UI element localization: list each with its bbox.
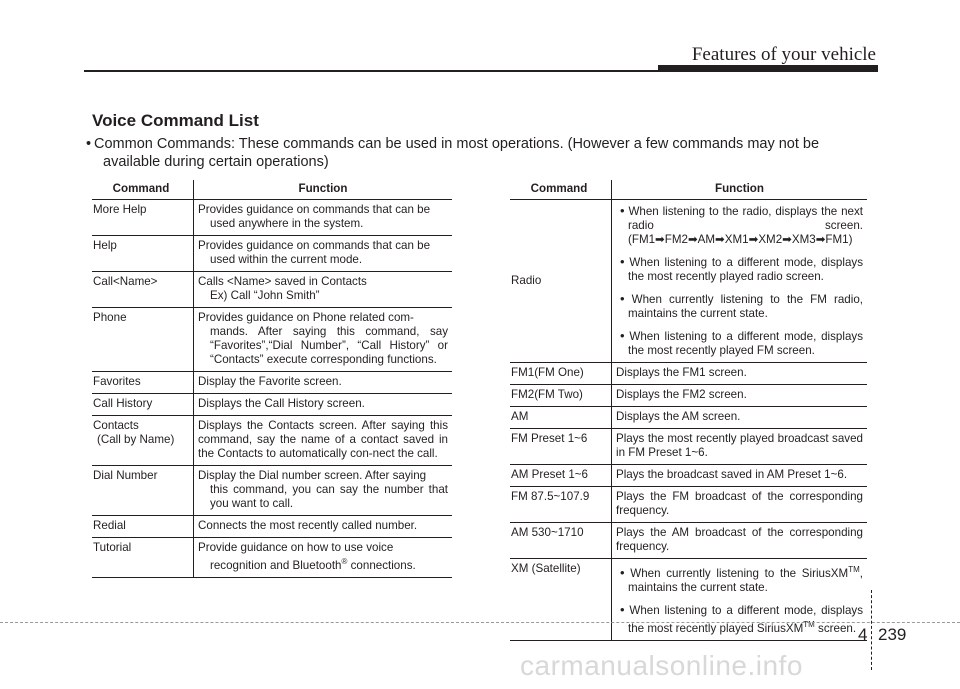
function-cell: Displays the AM screen.: [612, 407, 868, 429]
function-text: Provide guidance on how to use voice: [198, 541, 394, 554]
command-cell: [92, 416, 194, 466]
footer-rule: [0, 622, 960, 623]
bullet-item: [616, 255, 863, 284]
bullet-item: [616, 603, 863, 636]
table-row: [510, 465, 867, 487]
function-text: Display the Dial number screen. After saying: [198, 469, 427, 482]
trademark-mark: TM: [803, 619, 815, 629]
command-cell: XM (Satellite): [510, 559, 612, 641]
function-cell: Displays the FM2 screen.: [612, 385, 868, 407]
table-row: [92, 538, 452, 578]
function-text-cont: Ex) Call “John Smith”: [210, 289, 320, 302]
page-number-value: 239: [878, 625, 907, 644]
command-cell: More Help: [92, 200, 194, 236]
function-text: recognition and Bluetooth: [210, 558, 342, 572]
bullet-item: [616, 563, 863, 595]
radio-commands-table: [510, 180, 867, 641]
table-row: [92, 200, 452, 236]
command-cell: Favorites: [92, 372, 194, 394]
common-commands-table: [92, 180, 452, 578]
function-cell: [612, 200, 868, 363]
command-cell: Help: [92, 236, 194, 272]
command-cell: FM 87.5~107.9: [510, 487, 612, 523]
watermark: carmanualsonline.info: [520, 650, 803, 681]
command-cell: Dial Number: [92, 466, 194, 516]
function-cell: Plays the broadcast saved in AM Preset 1~6.: [612, 465, 868, 487]
bullet-icon: •: [620, 291, 625, 306]
command-cell: Redial: [92, 516, 194, 538]
function-text-cont: [198, 555, 448, 573]
command-cell: Call<Name>: [92, 272, 194, 308]
table-row: [510, 487, 867, 523]
intro-line-2: available during certain operations): [103, 154, 329, 170]
table-row: [92, 394, 452, 416]
bullet-icon: •: [620, 328, 625, 343]
function-text: Provides guidance on commands that can be: [198, 203, 431, 216]
bullet-text: When listening to a different mode, displays the most recently played SiriusXM: [628, 603, 863, 635]
table-row: [510, 523, 867, 559]
trademark-mark: TM: [848, 565, 860, 574]
table-row: [510, 200, 867, 363]
command-cell: Radio: [510, 200, 612, 363]
bullet-text: When currently listening to the FM radio, maintains the current state.: [628, 293, 863, 320]
bullet-item: [616, 292, 863, 321]
function-cell: Plays the most recently played broadcast saved in FM Preset 1~6.: [612, 429, 868, 465]
table-row: [510, 559, 867, 641]
bullet-text: When listening to the radio, displays the next radio screen. (FM1➡FM2➡AM➡XM1➡XM2➡XM3➡FM1): [628, 205, 863, 246]
bullet-text: screen.: [814, 621, 857, 635]
function-text: Provides guidance on commands that can be: [198, 239, 431, 252]
command-cell: FM Preset 1~6: [510, 429, 612, 465]
table-header-row: [92, 180, 452, 200]
bullet-icon: •: [620, 203, 625, 218]
table-row: [92, 272, 452, 308]
command-text-cont: (Call by Name): [97, 433, 175, 446]
command-cell: FM2(FM Two): [510, 385, 612, 407]
command-cell: Tutorial: [92, 538, 194, 578]
bullet-item: [616, 204, 863, 247]
running-header: Features of your vehicle: [691, 44, 876, 65]
table-row: [510, 385, 867, 407]
table-row: [510, 363, 867, 385]
table-row: [92, 236, 452, 272]
function-text: connections.: [347, 558, 416, 572]
function-cell: Display the Favorite screen.: [194, 372, 453, 394]
header-bar: [658, 65, 878, 72]
bullet-text: When listening to a different mode, displays the most recently played FM screen.: [628, 330, 863, 357]
command-cell: FM1(FM One): [510, 363, 612, 385]
intro-paragraph: [86, 135, 876, 171]
function-text: Calls <Name> saved in Contacts: [198, 275, 367, 288]
column-header-function: Function: [194, 180, 453, 200]
command-cell: AM Preset 1~6: [510, 465, 612, 487]
command-cell: Call History: [92, 394, 194, 416]
table-row: [92, 516, 452, 538]
function-text: Provides guidance on Phone related com-: [198, 311, 414, 324]
function-text-cont: used anywhere in the system.: [210, 217, 364, 230]
function-cell: Plays the FM broadcast of the corresponding frequency.: [612, 487, 868, 523]
bullet-text: When currently listening to the SiriusXM: [630, 566, 849, 580]
section-title: Voice Command List: [92, 111, 259, 130]
function-cell: Displays the FM1 screen.: [612, 363, 868, 385]
column-header-function: Function: [612, 180, 868, 200]
bullet-icon: •: [620, 254, 625, 269]
function-cell: [194, 538, 453, 578]
function-cell: [194, 236, 453, 272]
function-text-cont: this command, you can say the number that you want to call.: [210, 483, 448, 510]
function-cell: [194, 272, 453, 308]
intro-line-1: Common Commands: These commands can be used in most operations. (However a few commands may not be: [94, 136, 820, 152]
column-header-command: Command: [92, 180, 194, 200]
bullet-icon: •: [620, 601, 625, 617]
function-cell: [194, 200, 453, 236]
table-row: [510, 429, 867, 465]
table-row: [92, 372, 452, 394]
table-row: [92, 416, 452, 466]
function-text-cont: mands. After saying this command, say “Favorites”,“Dial Number”, “Call History” or “Contacts” execute corresponding functions.: [210, 325, 448, 366]
table-row: [510, 407, 867, 429]
table-header-row: [510, 180, 867, 200]
table-row: [92, 466, 452, 516]
table-row: [92, 308, 452, 372]
function-cell: [194, 308, 453, 372]
function-cell: Displays the Call History screen.: [194, 394, 453, 416]
function-text-cont: used within the current mode.: [210, 253, 363, 266]
bullet-text: , maintains the current state.: [628, 566, 863, 594]
function-cell: Displays the Contacts screen. After saying this command, say the name of a contact saved in the Contacts to automatically con-nect the call.: [194, 416, 453, 466]
command-cell: AM 530~1710: [510, 523, 612, 559]
function-cell: [194, 466, 453, 516]
footer-divider: [871, 590, 872, 670]
registered-mark: ®: [341, 557, 348, 566]
function-cell: [612, 559, 868, 641]
bullet-icon: •: [620, 564, 625, 580]
command-cell: AM: [510, 407, 612, 429]
chapter-number: 4: [858, 625, 868, 644]
function-cell: Connects the most recently called number.: [194, 516, 453, 538]
bullet-icon: •: [86, 136, 92, 152]
command-text: Contacts: [93, 419, 139, 432]
column-header-command: Command: [510, 180, 612, 200]
command-cell: Phone: [92, 308, 194, 372]
bullet-text: When listening to a different mode, displays the most recently played radio screen.: [628, 256, 863, 283]
bullet-item: [616, 329, 863, 358]
function-cell: Plays the AM broadcast of the corresponding frequency.: [612, 523, 868, 559]
